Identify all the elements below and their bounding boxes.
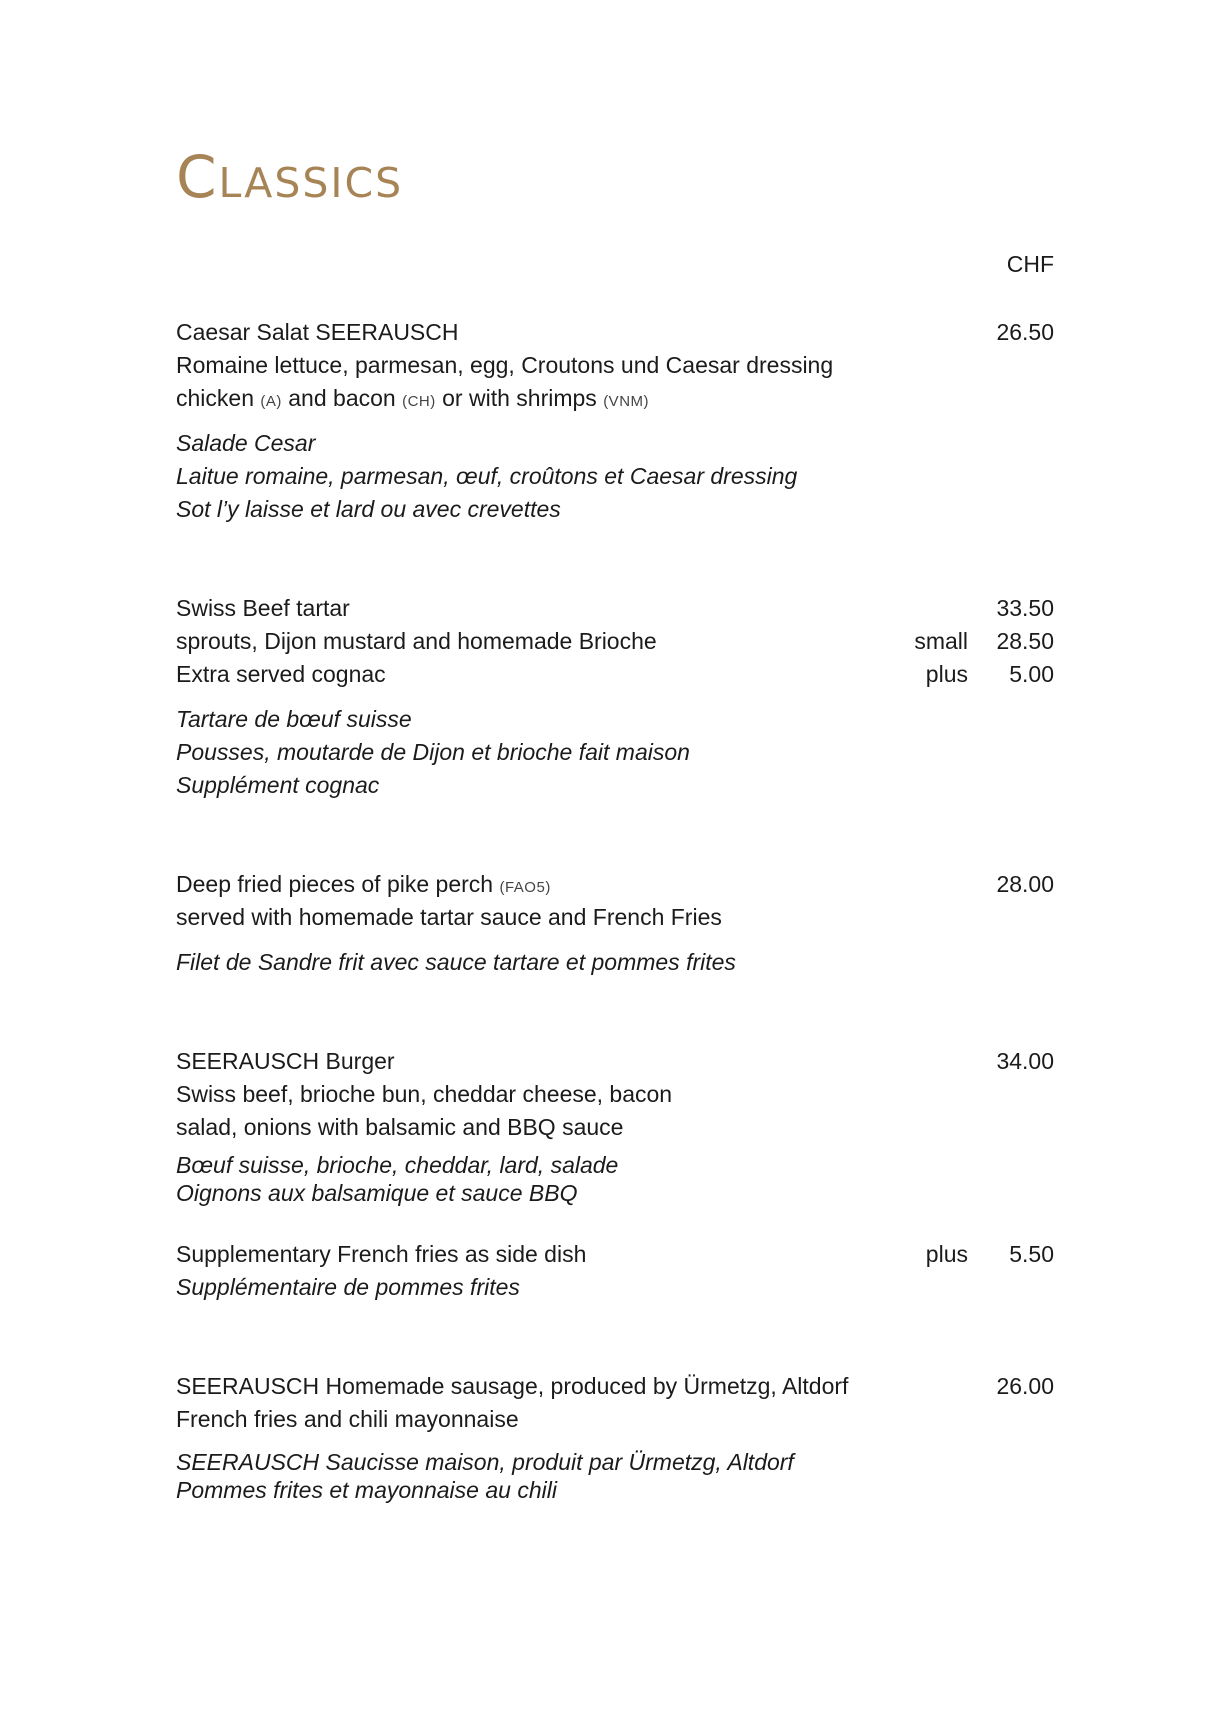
item-tartar-price: 33.50 <box>996 595 1054 621</box>
item-burger-fr-1: Bœuf suisse, brioche, cheddar, lard, salade <box>176 1152 619 1178</box>
item-caesar-options <box>176 382 649 418</box>
item-tartar-small-label: small <box>914 628 968 654</box>
item-sausage-fr-1: SEERAUSCH Saucisse maison, produit par Ürmetzg, Altdorf <box>176 1449 794 1475</box>
item-tartar-desc: sprouts, Dijon mustard and homemade Brioche <box>176 628 657 654</box>
item-caesar-desc: Romaine lettuce, parmesan, egg, Croutons und Caesar dressing <box>176 352 834 378</box>
item-burger-fr-2: Oignons aux balsamique et sauce BBQ <box>176 1180 578 1206</box>
origin-tag-pikeperch: (FAO5) <box>499 879 551 896</box>
item-sausage-fr-2: Pommes frites et mayonnaise au chili <box>176 1477 557 1503</box>
currency-label: CHF <box>1006 251 1054 277</box>
option-bacon: and bacon <box>288 385 396 411</box>
page-title: Classics <box>176 143 404 211</box>
item-caesar-price: 26.50 <box>996 319 1054 345</box>
item-burger-desc-1: Swiss beef, brioche bun, cheddar cheese, bacon <box>176 1081 673 1107</box>
option-chicken: chicken <box>176 385 254 411</box>
item-sausage-name: SEERAUSCH Homemade sausage, produced by Ürmetzg, Altdorf <box>176 1373 849 1399</box>
item-fries-plus-label: plus <box>925 1241 968 1267</box>
item-pikeperch-price: 28.00 <box>996 871 1054 897</box>
item-fries-price: 5.50 <box>1009 1241 1054 1267</box>
item-caesar-fr-desc: Laitue romaine, parmesan, œuf, croûtons et Caesar dressing <box>176 463 798 489</box>
item-tartar-small-price: 28.50 <box>996 628 1054 654</box>
item-burger-desc-2: salad, onions with balsamic and BBQ sauce <box>176 1114 624 1140</box>
item-caesar-name: Caesar Salat SEERAUSCH <box>176 319 459 345</box>
item-tartar-name: Swiss Beef tartar <box>176 595 350 621</box>
item-tartar-extra-price: 5.00 <box>1009 661 1054 687</box>
item-pikeperch-desc: served with homemade tartar sauce and French Fries <box>176 904 722 930</box>
item-tartar-fr-extra: Supplément cognac <box>176 772 380 798</box>
item-sausage-price: 26.00 <box>996 1373 1054 1399</box>
origin-tag-shrimps: (VNM) <box>603 393 650 410</box>
item-burger-name: SEERAUSCH Burger <box>176 1048 395 1074</box>
item-tartar-fr-desc: Pousses, moutarde de Dijon et brioche fait maison <box>176 739 690 765</box>
option-shrimps: or with shrimps <box>442 385 597 411</box>
item-sausage-desc: French fries and chili mayonnaise <box>176 1406 519 1432</box>
item-pikeperch-fr: Filet de Sandre frit avec sauce tartare et pommes frites <box>176 949 736 975</box>
item-burger-price: 34.00 <box>996 1048 1054 1074</box>
item-pikeperch-title: Deep fried pieces of pike perch <box>176 871 494 897</box>
item-caesar-fr-options: Sot l’y laisse et lard ou avec crevettes <box>176 496 561 522</box>
item-pikeperch-name <box>176 868 551 904</box>
origin-tag-chicken: (A) <box>260 393 282 410</box>
item-tartar-extra-label: plus <box>925 661 968 687</box>
item-fries-name: Supplementary French fries as side dish <box>176 1241 587 1267</box>
item-tartar-extra: Extra served cognac <box>176 661 386 687</box>
origin-tag-bacon: (CH) <box>402 393 436 410</box>
item-caesar-fr-name: Salade Cesar <box>176 430 316 456</box>
item-tartar-fr-name: Tartare de bœuf suisse <box>176 706 412 732</box>
item-fries-fr: Supplémentaire de pommes frites <box>176 1274 520 1300</box>
